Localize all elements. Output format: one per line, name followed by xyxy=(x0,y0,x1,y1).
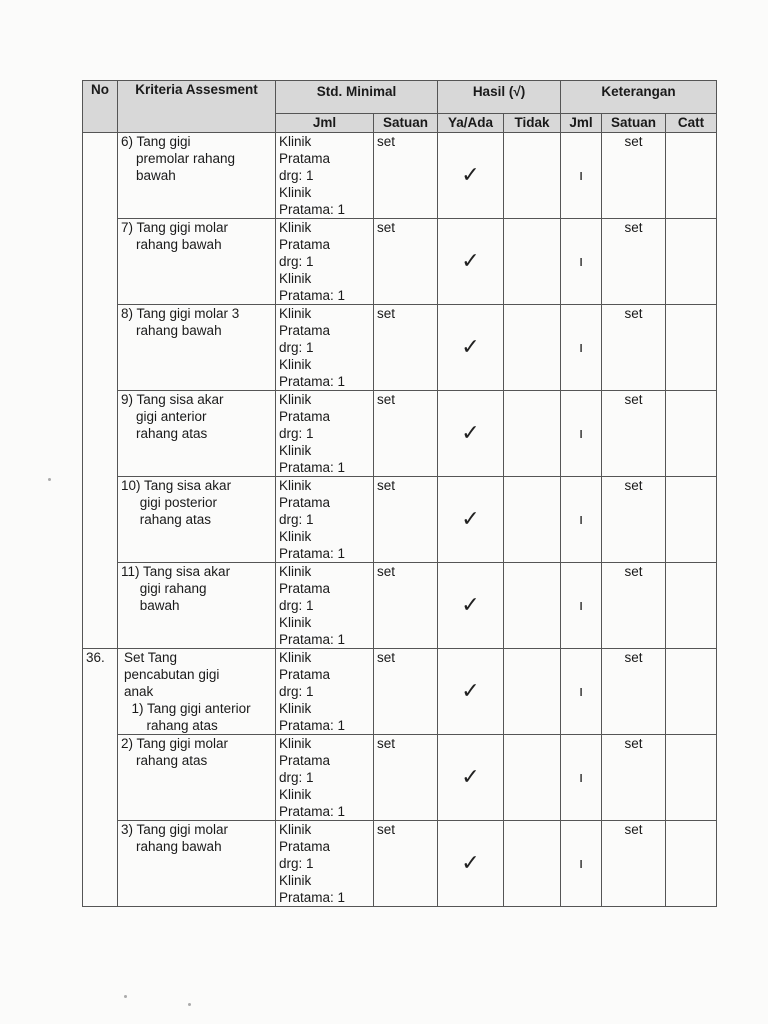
satuan-cell: set xyxy=(374,477,438,563)
tidak-cell xyxy=(504,305,561,391)
satuan-cell: set xyxy=(374,133,438,219)
header-jml: Jml xyxy=(276,114,374,133)
ket-satuan-cell: set xyxy=(602,735,666,821)
satuan-cell: set xyxy=(374,735,438,821)
checkmark-icon: ✓ xyxy=(438,305,504,391)
tidak-cell xyxy=(504,219,561,305)
satuan-cell: set xyxy=(374,563,438,649)
header-keterangan: Keterangan xyxy=(561,81,717,114)
kriteria-cell: Set Tang pencabutan gigi anak 1) Tang gigi anterior rahang atas xyxy=(118,649,276,735)
ket-jml-cell: ı xyxy=(561,563,602,649)
table-row xyxy=(83,477,717,563)
table-row xyxy=(83,391,717,477)
table-row xyxy=(83,735,717,821)
assessment-table xyxy=(82,80,717,907)
tidak-cell xyxy=(504,477,561,563)
no-cell xyxy=(83,735,118,821)
tidak-cell xyxy=(504,133,561,219)
satuan-cell: set xyxy=(374,649,438,735)
ket-jml-cell: ı xyxy=(561,735,602,821)
no-cell xyxy=(83,305,118,391)
ket-satuan-cell: set xyxy=(602,391,666,477)
ket-jml-cell: ı xyxy=(561,477,602,563)
checkmark-icon: ✓ xyxy=(438,649,504,735)
checkmark-icon: ✓ xyxy=(438,391,504,477)
jml-cell: Klinik Pratama drg: 1 Klinik Pratama: 1 xyxy=(276,649,374,735)
catt-cell xyxy=(666,563,717,649)
satuan-cell: set xyxy=(374,305,438,391)
tidak-cell xyxy=(504,563,561,649)
jml-cell: Klinik Pratama drg: 1 Klinik Pratama: 1 xyxy=(276,133,374,219)
checkmark-icon: ✓ xyxy=(438,219,504,305)
header-ket-satuan: Satuan xyxy=(602,114,666,133)
ket-jml-cell: ı xyxy=(561,821,602,907)
scan-speck xyxy=(124,995,127,998)
jml-cell: Klinik Pratama drg: 1 Klinik Pratama: 1 xyxy=(276,219,374,305)
jml-cell: Klinik Pratama drg: 1 Klinik Pratama: 1 xyxy=(276,305,374,391)
kriteria-cell: 9) Tang sisa akar gigi anterior rahang atas xyxy=(118,391,276,477)
no-cell xyxy=(83,219,118,305)
catt-cell xyxy=(666,477,717,563)
no-cell xyxy=(83,133,118,219)
ket-jml-cell: ı xyxy=(561,391,602,477)
header-ket-jml: Jml xyxy=(561,114,602,133)
kriteria-cell: 10) Tang sisa akar gigi posterior rahang atas xyxy=(118,477,276,563)
catt-cell xyxy=(666,821,717,907)
catt-cell xyxy=(666,305,717,391)
checkmark-icon: ✓ xyxy=(438,133,504,219)
header-tidak: Tidak xyxy=(504,114,561,133)
header-no: No xyxy=(83,81,118,133)
ket-satuan-cell: set xyxy=(602,477,666,563)
satuan-cell: set xyxy=(374,219,438,305)
checkmark-icon: ✓ xyxy=(438,821,504,907)
kriteria-cell: 11) Tang sisa akar gigi rahang bawah xyxy=(118,563,276,649)
ket-satuan-cell: set xyxy=(602,133,666,219)
header-satuan: Satuan xyxy=(374,114,438,133)
jml-cell: Klinik Pratama drg: 1 Klinik Pratama: 1 xyxy=(276,391,374,477)
ket-satuan-cell: set xyxy=(602,821,666,907)
catt-cell xyxy=(666,649,717,735)
header-kriteria: Kriteria Assesment xyxy=(118,81,276,133)
table-row xyxy=(83,133,717,219)
header-ya-ada: Ya/Ada xyxy=(438,114,504,133)
catt-cell xyxy=(666,133,717,219)
ket-satuan-cell: set xyxy=(602,563,666,649)
kriteria-cell: 6) Tang gigi premolar rahang bawah xyxy=(118,133,276,219)
header-std-minimal: Std. Minimal xyxy=(276,81,438,114)
catt-cell xyxy=(666,735,717,821)
scan-speck xyxy=(48,478,51,481)
checkmark-icon: ✓ xyxy=(438,735,504,821)
ket-satuan-cell: set xyxy=(602,305,666,391)
checkmark-icon: ✓ xyxy=(438,477,504,563)
no-cell xyxy=(83,391,118,477)
satuan-cell: set xyxy=(374,391,438,477)
catt-cell xyxy=(666,391,717,477)
ket-satuan-cell: set xyxy=(602,649,666,735)
jml-cell: Klinik Pratama drg: 1 Klinik Pratama: 1 xyxy=(276,821,374,907)
tidak-cell xyxy=(504,649,561,735)
kriteria-cell: 3) Tang gigi molar rahang bawah xyxy=(118,821,276,907)
tidak-cell xyxy=(504,821,561,907)
table-row xyxy=(83,563,717,649)
no-cell xyxy=(83,563,118,649)
no-cell: 36. xyxy=(83,649,118,735)
ket-jml-cell: ı xyxy=(561,219,602,305)
jml-cell: Klinik Pratama drg: 1 Klinik Pratama: 1 xyxy=(276,735,374,821)
table-row xyxy=(83,821,717,907)
ket-jml-cell: ı xyxy=(561,649,602,735)
table-row xyxy=(83,305,717,391)
ket-satuan-cell: set xyxy=(602,219,666,305)
no-cell xyxy=(83,821,118,907)
kriteria-cell: 2) Tang gigi molar rahang atas xyxy=(118,735,276,821)
catt-cell xyxy=(666,219,717,305)
tidak-cell xyxy=(504,391,561,477)
header-hasil: Hasil (√) xyxy=(438,81,561,114)
kriteria-cell: 7) Tang gigi molar rahang bawah xyxy=(118,219,276,305)
no-cell xyxy=(83,477,118,563)
ket-jml-cell: ı xyxy=(561,133,602,219)
scan-speck xyxy=(188,1003,191,1006)
ket-jml-cell: ı xyxy=(561,305,602,391)
table-row xyxy=(83,219,717,305)
checkmark-icon: ✓ xyxy=(438,563,504,649)
jml-cell: Klinik Pratama drg: 1 Klinik Pratama: 1 xyxy=(276,563,374,649)
jml-cell: Klinik Pratama drg: 1 Klinik Pratama: 1 xyxy=(276,477,374,563)
tidak-cell xyxy=(504,735,561,821)
kriteria-cell: 8) Tang gigi molar 3 rahang bawah xyxy=(118,305,276,391)
table-row xyxy=(83,649,717,735)
header-catt: Catt xyxy=(666,114,717,133)
satuan-cell: set xyxy=(374,821,438,907)
